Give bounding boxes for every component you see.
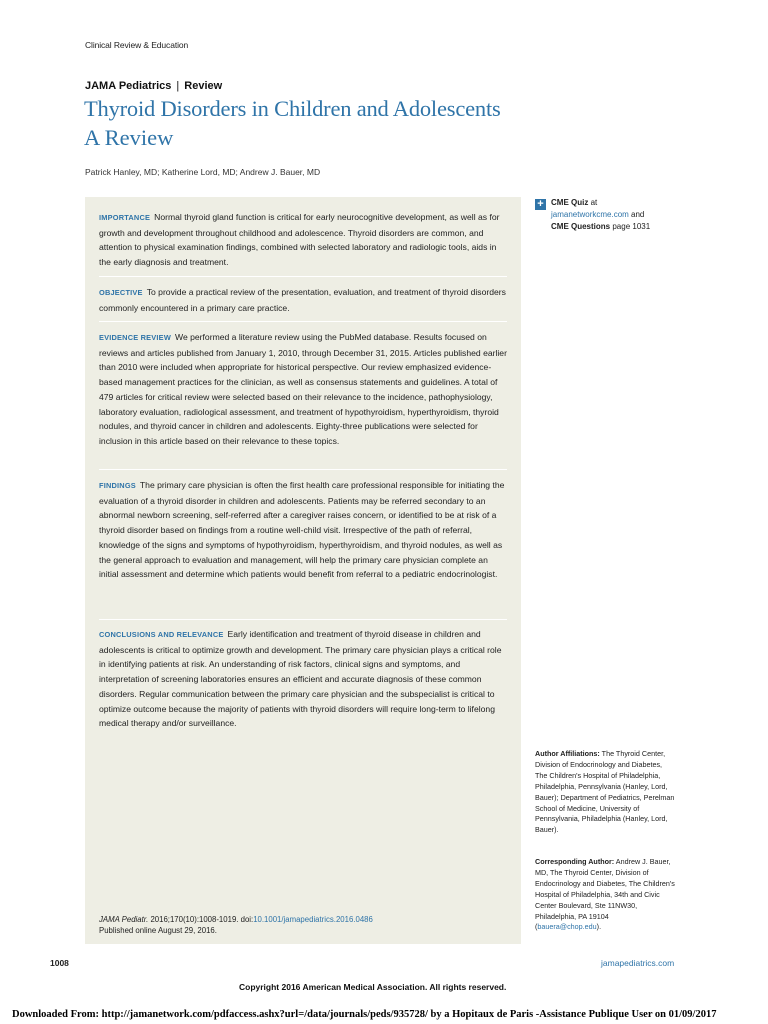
importance-text: Normal thyroid gland function is critical for early neurocognitive development, as well as for growth and development throughout childhood and adolescence. Thyroid disorders are common, and attention to physical examination findings, combined with selected laboratory and radiologic tools, aids in the early diagnosis and treatment. xyxy=(99,212,500,268)
section-tag: Clinical Review & Education xyxy=(85,40,189,50)
author-affiliations xyxy=(535,749,675,836)
objective-heading: OBJECTIVE xyxy=(99,288,143,297)
abstract-evidence-review xyxy=(99,330,507,449)
published-date: Published online August 29, 2016. xyxy=(99,925,217,935)
email-link[interactable]: bauera@chop.edu xyxy=(537,922,597,932)
abstract-importance xyxy=(99,210,507,270)
article-title: Thyroid Disorders in Children and Adolescents xyxy=(84,96,501,121)
citation xyxy=(99,915,373,936)
article-type: Review xyxy=(184,80,223,92)
importance-heading: IMPORTANCE xyxy=(99,213,151,222)
journal-separator: | xyxy=(176,80,180,92)
findings-text: The primary care physician is often the first health care professional responsible for initiating the evaluation of a thyroid disorder in children and adolescents. Patients may be referred secondary to an abnormal newborn screening, self-referred after a caregiver raises concern, or identified to be at risk of a thyroid disorder based on findings from a routine well-child visit. Irrespective of the path of referral, knowledge of the signs and symptoms of hypothyroidism, hyperthyroidism, and thyroid nodules, as well as the general approach to evaluation and management, will help the primary care physician complete an initial assessment and determine which patients would benefit from referral to a pediatric endocrinologist. xyxy=(99,480,505,580)
journal-line xyxy=(85,80,222,92)
conclusions-heading: CONCLUSIONS AND RELEVANCE xyxy=(99,630,224,639)
corresponding-author xyxy=(535,857,675,933)
abstract-objective xyxy=(99,285,507,315)
cme-questions-page: page 1031 xyxy=(610,222,651,231)
cme-text xyxy=(551,197,691,233)
conclusions-text: Early identification and treatment of thyroid disease in children and adolescents is critical to optimize growth and development. The primary care physician plays a critical role in identifying patients at risk. An understanding of risk factors, clinical signs and symptoms, and interpretation of screening laboratories ensures an efficient and accurate diagnosis of these common disorders. Regular communication between the primary care physician and the subspecialist is critical to optimize outcome because the majority of patients with thyroid disorders will require long-term to lifelong medical therapy and/or surveillance. xyxy=(99,629,502,729)
abstract-conclusions xyxy=(99,627,507,731)
evidence-review-heading: EVIDENCE REVIEW xyxy=(99,333,171,342)
plus-icon[interactable]: + xyxy=(535,199,546,210)
affiliations-text: The Thyroid Center, Division of Endocrinology and Diabetes, The Children's Hospital of Philadelphia, Philadelphia, Pennsylvania (Hanley, Lord, Bauer); Department of Pediatrics, Perelman School of Medicine, University of Pennsylvania, Philadelphia (Hanley, Lord, Bauer). xyxy=(535,749,675,835)
page-number: 1008 xyxy=(50,958,69,968)
abstract-divider xyxy=(99,619,507,620)
corresponding-close: ). xyxy=(596,922,602,932)
corresponding-text: Andrew J. Bauer, MD, The Thyroid Center, Division of Endocrinology and Diabetes, The Children's Hospital of Philadelphia, 34th and Civic Center Boulevard, Ste 11NW30, Philadelphia, PA 19104 ( xyxy=(535,857,675,932)
copyright-notice: Copyright 2016 American Medical Association. All rights reserved. xyxy=(239,982,507,992)
abstract-divider xyxy=(99,469,507,470)
website-link[interactable]: jamapediatrics.com xyxy=(601,958,675,968)
abstract-findings xyxy=(99,478,507,582)
cme-quiz-label: CME Quiz xyxy=(551,198,589,207)
abstract-box xyxy=(85,197,521,944)
download-note: Downloaded From: http://jamanetwork.com/pdfaccess.ashx?url=/data/journals/peds/935728/ by a Hopitaux de Paris -Assistance Publique User on 01/09/2017 xyxy=(12,1009,717,1020)
cme-at: at xyxy=(588,198,598,207)
author-list: Patrick Hanley, MD; Katherine Lord, MD; Andrew J. Bauer, MD xyxy=(85,167,321,177)
affiliations-label: Author Affiliations: xyxy=(535,749,600,758)
abstract-divider xyxy=(99,276,507,277)
article-subtitle: A Review xyxy=(84,125,174,150)
evidence-review-text: We performed a literature review using the PubMed database. Results focused on reviews and articles published from January 1, 2010, through December 31, 2015. Articles published earlier than 2010 were included when appropriate for historical perspective. Our review emphasized evidence-based management practices for the clinician, as well as consensus statements and guidelines. A total of 479 articles for critical review were selected based on their relevance to the incidence, pathophysiology, laboratory evaluation, radiological assessment, and treatment of hypothyroidism, hyperthyroidism, thyroid nodules, and thyroid cancer in children and adolescents. Eighty-three publications were selected for inclusion in this article based on their relevance to these topics. xyxy=(99,332,507,446)
findings-heading: FINDINGS xyxy=(99,481,136,490)
objective-text: To provide a practical review of the presentation, evaluation, and treatment of thyroid disorders commonly encountered in a primary care practice. xyxy=(99,287,506,313)
citation-ref: 2016;170(10):1008-1019. doi: xyxy=(150,915,254,924)
journal-name: JAMA Pediatrics xyxy=(85,80,172,92)
corresponding-label: Corresponding Author: xyxy=(535,857,615,866)
cme-site-link[interactable]: jamanetworkcme.com xyxy=(551,210,629,219)
citation-journal: JAMA Pediatr. xyxy=(99,915,149,924)
cme-and: and xyxy=(628,210,645,219)
cme-questions-label: CME Questions xyxy=(551,222,611,231)
citation-line xyxy=(99,915,373,926)
abstract-divider xyxy=(99,321,507,322)
doi-link[interactable]: 10.1001/jamapediatrics.2016.0486 xyxy=(253,915,373,924)
